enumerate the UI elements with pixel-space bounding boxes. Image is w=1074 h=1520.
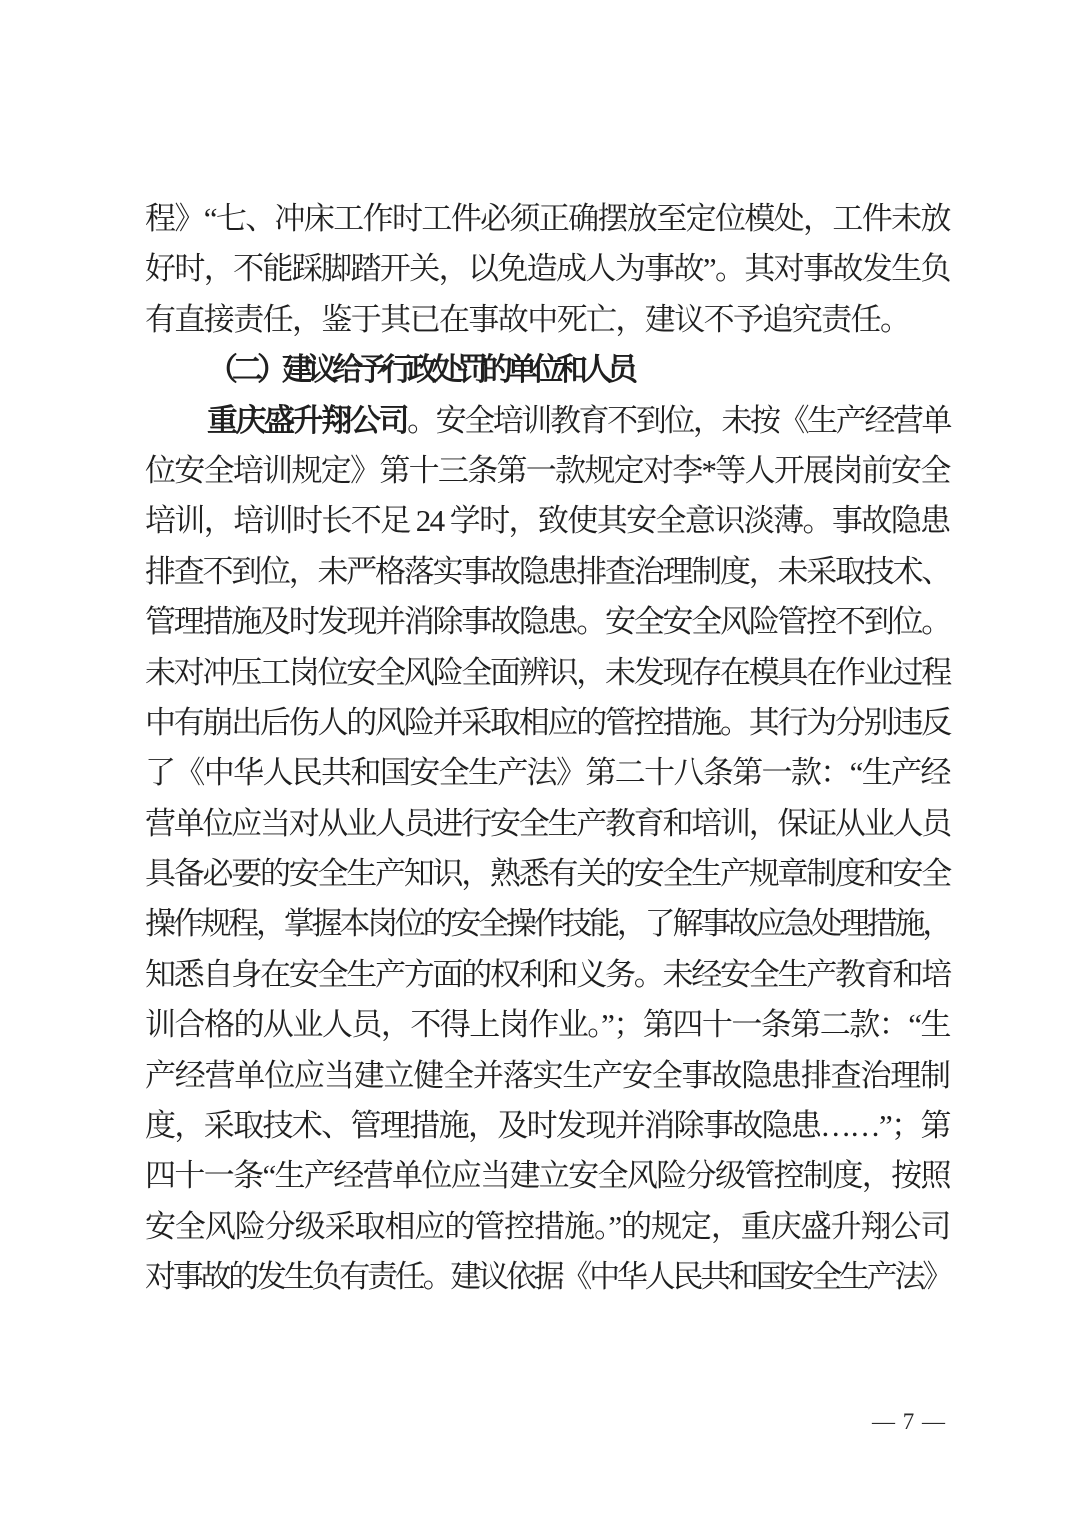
text-line-10 bbox=[145, 648, 950, 698]
text-line-4 bbox=[145, 345, 950, 395]
text-line-13 bbox=[145, 799, 950, 849]
text-segment: 产经营单位应当建立健全并落实生产安全事故隐患排查治理制 bbox=[145, 1057, 950, 1093]
text-segment: 度，采取技术、管理措施，及时发现并消除事故隐患……”；第 bbox=[145, 1108, 950, 1144]
text-line-9 bbox=[145, 597, 950, 647]
text-line-18 bbox=[145, 1051, 950, 1101]
page-footer bbox=[872, 1406, 946, 1438]
text-segment: 对事故的发生负有责任。建议依据《中华人民共和国安全生产法》 bbox=[145, 1259, 951, 1295]
text-segment: 四十一条“生产经营单位应当建立安全风险分级管控制度，按照 bbox=[145, 1158, 950, 1194]
text-line-21 bbox=[145, 1202, 950, 1252]
text-segment: 知悉自身在安全生产方面的权利和义务。未经安全生产教育和培 bbox=[145, 956, 950, 992]
text-segment: 了《中华人民共和国安全生产法》第二十八条第一款：“生产经 bbox=[145, 755, 950, 791]
bold-text-segment: 重庆盛升翔公司 bbox=[207, 402, 408, 438]
text-segment: 程》“七、冲床工作时工件必须正确摆放至定位模处，工件未放 bbox=[145, 201, 950, 236]
text-line-15 bbox=[145, 899, 950, 949]
text-line-16 bbox=[145, 950, 950, 1000]
text-segment: 安全风险分级采取相应的管控措施。”的规定，重庆盛升翔公司 bbox=[145, 1208, 951, 1244]
text-line-6 bbox=[145, 446, 950, 496]
text-line-17 bbox=[145, 1000, 950, 1050]
text-line-8 bbox=[145, 547, 950, 597]
document-body bbox=[145, 194, 950, 1303]
text-line-22 bbox=[145, 1252, 950, 1302]
text-line-3 bbox=[145, 295, 950, 345]
text-segment: 排查不到位，未严格落实事故隐患排查治理制度，未采取技术、 bbox=[145, 553, 950, 589]
text-segment: 管理措施及时发现并消除事故隐患。安全安全风险管控不到位。 bbox=[145, 604, 950, 640]
text-line-11 bbox=[145, 698, 950, 748]
text-segment: 培训，培训时长不足 24 学时，致使其安全意识淡薄。事故隐患 bbox=[145, 503, 950, 539]
bold-text-segment: （二）建议给予行政处罚的单位和人员 bbox=[207, 352, 632, 388]
text-line-20 bbox=[145, 1151, 950, 1201]
text-segment: 有直接责任，鉴于其已在事故中死亡，建议不予追究责任。 bbox=[145, 301, 910, 337]
text-line-12 bbox=[145, 748, 950, 798]
text-segment: 操作规程，掌握本岗位的安全操作技能，了解事故应急处理措施， bbox=[145, 906, 951, 942]
text-segment: 训合格的从业人员，不得上岗作业。”；第四十一条第二款：“生 bbox=[145, 1007, 950, 1043]
text-line-1 bbox=[145, 194, 950, 244]
text-segment: 好时，不能踩脚踏开关，以免造成人为事故”。其对事故发生负 bbox=[145, 251, 950, 287]
page-number: — 7 — bbox=[872, 1409, 946, 1434]
text-line-19 bbox=[145, 1101, 950, 1151]
text-line-2 bbox=[145, 244, 950, 294]
text-segment: 具备必要的安全生产知识，熟悉有关的安全生产规章制度和安全 bbox=[145, 856, 950, 892]
text-segment: 中有崩出后伤人的风险并采取相应的管控措施。其行为分别违反 bbox=[145, 704, 950, 740]
text-segment: 未对冲压工岗位安全风险全面辨识，未发现存在模具在作业过程 bbox=[145, 654, 950, 690]
text-line-5 bbox=[145, 396, 950, 446]
text-line-7 bbox=[145, 496, 950, 546]
text-segment: 营单位应当对从业人员进行安全生产教育和培训，保证从业人员 bbox=[145, 805, 950, 841]
text-line-14 bbox=[145, 849, 950, 899]
text-segment: 位安全培训规定》第十三条第一款规定对李*等人开展岗前安全 bbox=[145, 452, 950, 488]
text-segment: 。安全培训教育不到位，未按《生产经营单 bbox=[407, 402, 951, 438]
